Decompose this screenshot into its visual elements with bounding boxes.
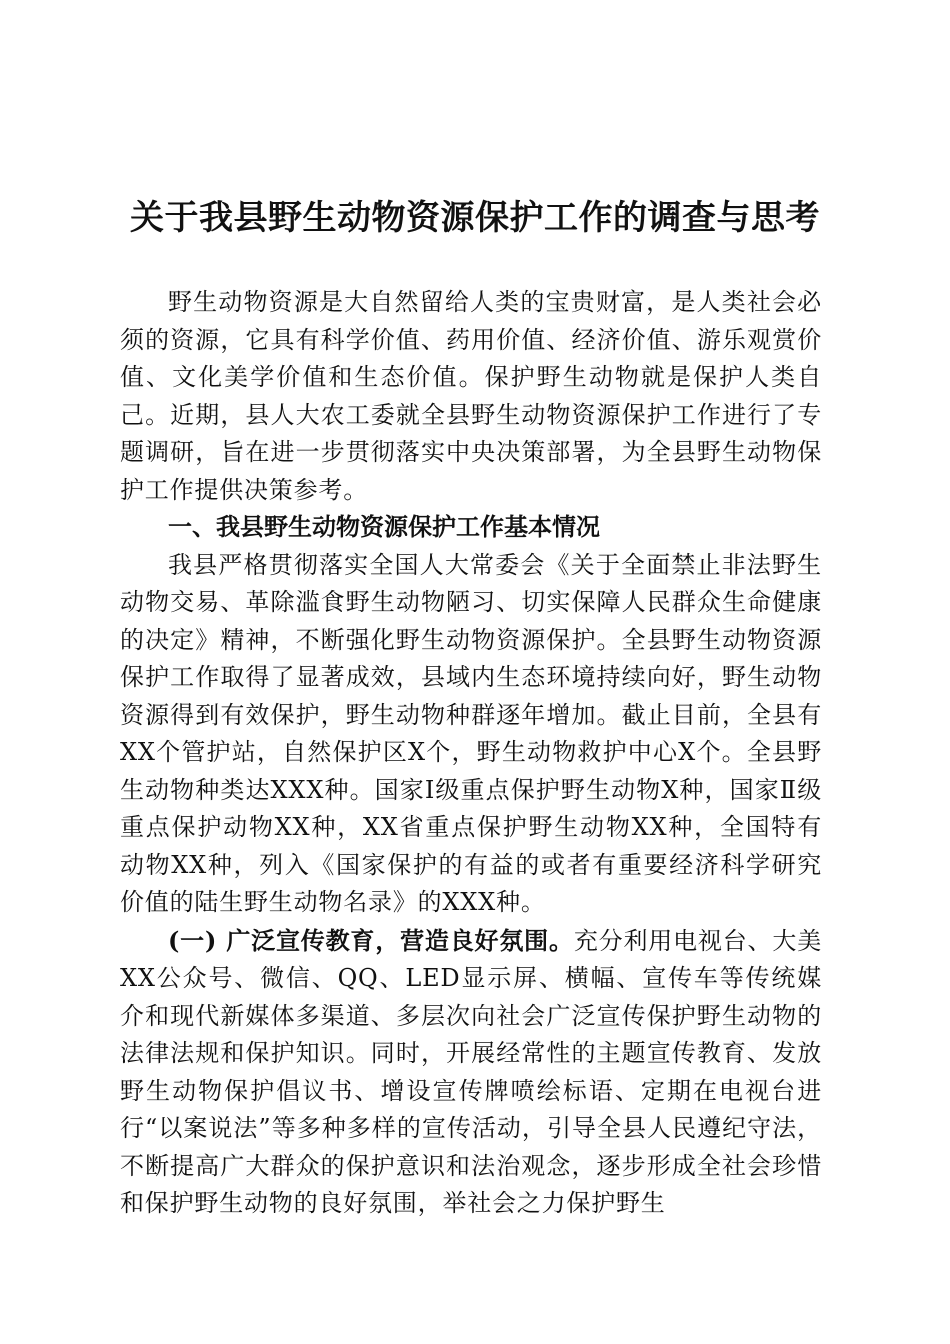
- document-body: [120, 284, 822, 1223]
- section-paragraph: 我县严格贯彻落实全国人大常委会《关于全面禁止非法野生动物交易、革除滥食野生动物陋习、切实保障人民群众生命健康的决定》精神，不断强化野生动物资源保护。全县野生动物资源保护工作取得了显著成效，县域内生态环境持续向好，野生动物资源得到有效保护，野生动物种群逐年增加。截止目前，全县有XX个管护站，自然保护区X个，野生动物救护中心X个。全县野生动物种类达XXX种。国家Ⅰ级重点保护野生动物X种，国家Ⅱ级重点保护动物XX种，XX省重点保护野生动物XX种，全国特有动物XX种，列入《国家保护的有益的或者有重要经济科学研究价值的陆生野生动物名录》的XXX种。: [120, 550, 822, 916]
- section-heading: 一、我县野生动物资源保护工作基本情况: [168, 513, 600, 541]
- intro-paragraph: 野生动物资源是大自然留给人类的宝贵财富，是人类社会必须的资源，它具有科学价值、药用价值、经济价值、游乐观赏价值、文化美学价值和生态价值。保护野生动物就是保护人类自己。近期，县人大农工委就全县野生动物资源保护工作进行了专题调研，旨在进一步贯彻落实中央决策部署，为全县野生动物保护工作提供决策参考。: [120, 288, 822, 504]
- subsection-paragraph: [120, 922, 822, 1223]
- subsection-text: 充分利用电视台、大美XX公众号、微信、QQ、LED显示屏、横幅、宣传车等传统媒介和现代新媒体多渠道、多层次向社会广泛宣传保护野生动物的法律法规和保护知识。同时，开展经常性的主题宣传教育、发放野生动物保护倡议书、增设宣传牌喷绘标语、定期在电视台进行“以案说法”等多种多样的宣传活动，引导全县人民遵纪守法，不断提高广大群众的保护意识和法治观念，逐步形成全社会珍惜和保护野生动物的良好氛围，举社会之力保护野生: [120, 926, 822, 1217]
- subsection-heading: (一) 广泛宣传教育，营造良好氛围。: [168, 925, 574, 955]
- document-title: 关于我县野生动物资源保护工作的调查与思考: [130, 198, 820, 238]
